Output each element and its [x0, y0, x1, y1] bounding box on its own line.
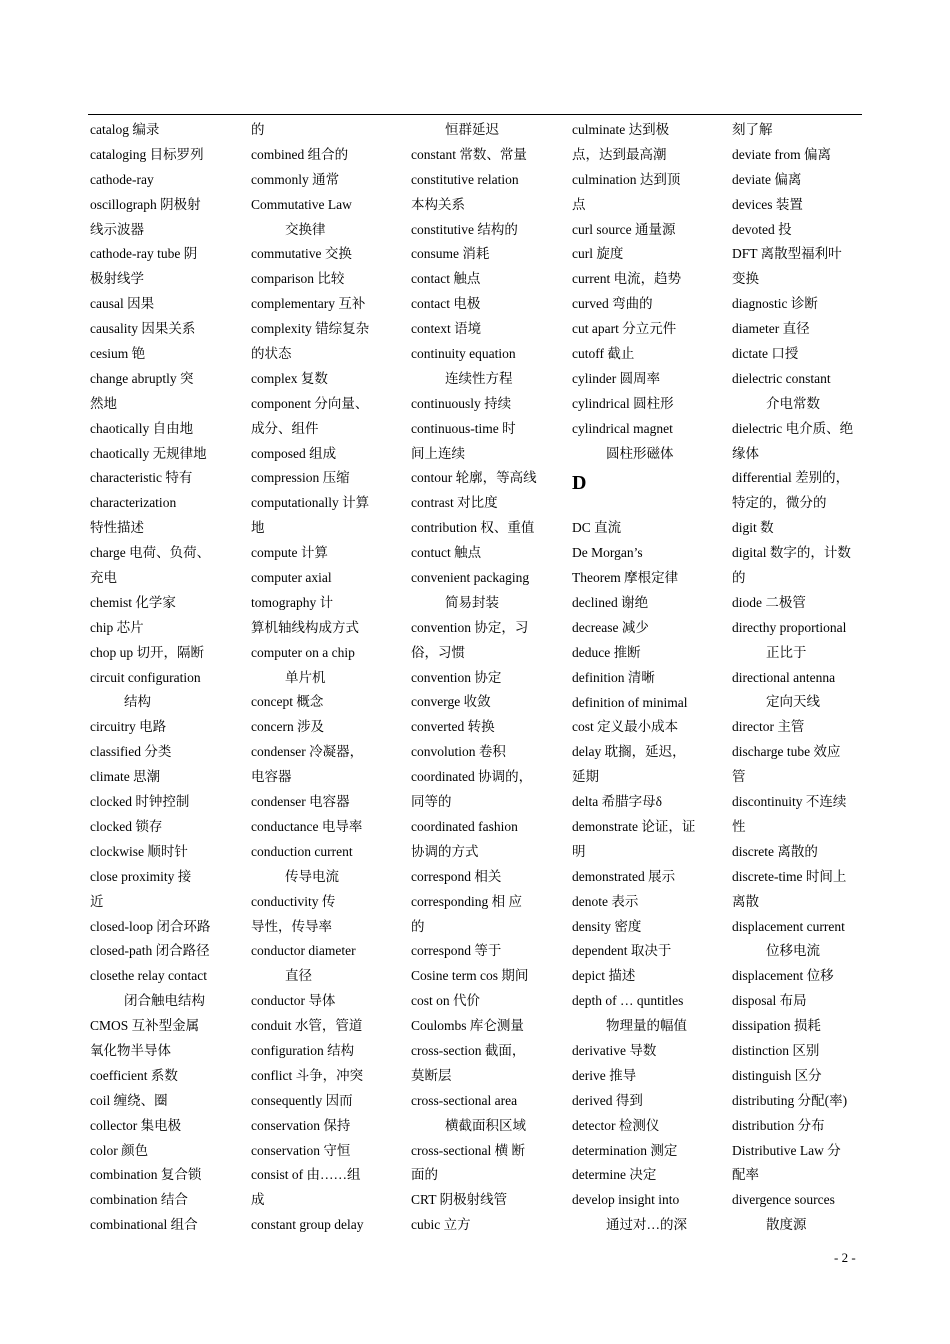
glossary-line: 延期: [572, 769, 599, 785]
glossary-line: continuously 持续: [411, 395, 512, 411]
glossary-line: conductor diameter: [251, 943, 356, 959]
glossary-line: conductance 电导率: [251, 818, 363, 834]
glossary-line: causal 因果: [90, 296, 155, 312]
glossary-line: disposal 布局: [732, 993, 807, 1009]
glossary-line: directional antenna: [732, 669, 836, 685]
glossary-line: 氧化物半导体: [90, 1042, 171, 1058]
glossary-line: derivative 导数: [572, 1042, 657, 1058]
glossary-line: context 语境: [411, 321, 482, 337]
header-rule: [88, 114, 862, 115]
glossary-line: clocked 锁存: [90, 818, 163, 834]
glossary-line: closed-path 闭合路径: [90, 943, 210, 959]
glossary-line: 变换: [732, 271, 759, 287]
glossary-line: 正比于: [766, 644, 807, 660]
glossary-line: characterization: [90, 495, 177, 511]
glossary-line: director 主管: [732, 719, 805, 735]
glossary-line: 间上连续: [411, 445, 465, 461]
glossary-line: discharge tube 效应: [732, 744, 841, 760]
glossary-line: distributing 分配(率): [732, 1092, 848, 1108]
glossary-line: culminate 达到极: [572, 122, 670, 137]
glossary-line: 面的: [411, 1167, 438, 1183]
glossary-line: component 分向量、: [251, 395, 369, 411]
glossary-line: constant 常数、常量: [411, 146, 527, 162]
glossary-line: Coulombs 库仑测量: [411, 1018, 524, 1034]
glossary-line: depth of … quntitles: [572, 993, 684, 1009]
glossary-line: deviate 偏离: [732, 171, 802, 187]
glossary-line: 电容器: [251, 769, 292, 785]
glossary-line: commutative 交换: [251, 246, 352, 262]
section-letter-heading: D: [572, 472, 587, 495]
glossary-line: declined 谢绝: [572, 594, 649, 610]
glossary-line: 物理量的幅值: [606, 1018, 687, 1034]
glossary-line: complementary 互补: [251, 296, 366, 312]
glossary-line: correspond 相关: [411, 868, 502, 884]
glossary-line: consist of 由……组: [251, 1167, 361, 1183]
glossary-line: close proximity 接: [90, 868, 192, 884]
glossary-line: 的: [251, 122, 265, 137]
glossary-line: convention 协定: [411, 669, 502, 685]
glossary-line: discontinuity 不连续: [732, 794, 847, 810]
glossary-line: contact 电极: [411, 296, 481, 312]
glossary-line: clocked 时钟控制: [90, 794, 190, 810]
glossary-line: 离散: [732, 893, 759, 909]
glossary-line: combinational 组合: [90, 1217, 198, 1233]
glossary-line: culmination 达到顶: [572, 171, 681, 187]
glossary-line: contribution 权、重值: [411, 520, 535, 536]
page-number: - 2 -: [834, 1250, 856, 1265]
glossary-column-2: [251, 118, 397, 1238]
glossary-line: DFT 离散型福利叶: [732, 246, 842, 262]
glossary-line: coordinated fashion: [411, 818, 518, 834]
glossary-line: conservation 守恒: [251, 1142, 351, 1158]
glossary-line: detector 检测仪: [572, 1117, 660, 1133]
glossary-line: depict 描述: [572, 968, 636, 984]
glossary-line: contact 触点: [411, 271, 481, 287]
glossary-line: cost on 代价: [411, 993, 480, 1009]
glossary-line: clockwise 顺时针: [90, 843, 188, 859]
glossary-line: coefficient 系数: [90, 1067, 178, 1083]
glossary-column-4: [572, 118, 718, 1238]
glossary-line: cathode-ray: [90, 171, 154, 187]
glossary-line: closed-loop 闭合环路: [90, 918, 211, 934]
glossary-line: definition 清晰: [572, 669, 655, 685]
glossary-line: differential 差别的，: [732, 470, 850, 486]
glossary-line: computationally 计算: [251, 495, 370, 511]
glossary-line: discrete-time 时间上: [732, 868, 847, 884]
glossary-line: combination 复合锁: [90, 1167, 202, 1183]
glossary-line: classified 分类: [90, 744, 172, 760]
glossary-line: directhy proportional: [732, 619, 847, 635]
glossary-line: corresponding 相 应: [411, 893, 522, 909]
glossary-line: cross-section 截面，: [411, 1042, 526, 1058]
glossary-line: 连续性方程: [445, 370, 513, 386]
glossary-line: definition of minimal: [572, 694, 688, 710]
glossary-column-1: [90, 118, 236, 1238]
glossary-line: 定向天线: [766, 694, 820, 710]
glossary-line: 传导电流: [285, 868, 339, 884]
glossary-line: contour 轮廓，等高线: [411, 470, 537, 486]
glossary-columns: [90, 118, 862, 1238]
glossary-line: 协调的方式: [411, 843, 479, 859]
glossary-line: diameter 直径: [732, 321, 810, 337]
glossary-line: 通过对…的深: [606, 1217, 687, 1233]
glossary-line: Distributive Law 分: [732, 1142, 841, 1158]
glossary-line: conduit 水管，管道: [251, 1018, 363, 1034]
glossary-line: concern 涉及: [251, 719, 325, 735]
glossary-line: current 电流，趋势: [572, 271, 682, 287]
glossary-line: delta 希腊字母δ: [572, 794, 662, 810]
glossary-line: 极射线学: [90, 271, 144, 287]
glossary-line: 恒群延迟: [445, 122, 499, 137]
glossary-line: commonly 通常: [251, 171, 340, 187]
glossary-line: 线示波器: [90, 221, 144, 237]
glossary-line: conductor 导体: [251, 993, 336, 1009]
glossary-line: 圆柱形磁体: [606, 445, 674, 461]
glossary-line: 直径: [285, 968, 312, 984]
glossary-line: cylinder 圆周率: [572, 370, 661, 386]
glossary-line: devoted 投: [732, 221, 792, 237]
glossary-line: distinguish 区分: [732, 1067, 822, 1083]
glossary-line: cut apart 分立元件: [572, 321, 677, 337]
glossary-line: cylindrical 圆柱形: [572, 395, 674, 411]
glossary-line: constitutive 结构的: [411, 221, 518, 237]
glossary-line: 点，达到最高潮: [572, 146, 667, 162]
glossary-line: dictate 口授: [732, 346, 799, 362]
glossary-line: 点: [572, 196, 586, 212]
glossary-line: cubic 立方: [411, 1217, 471, 1233]
glossary-line: 的: [732, 570, 746, 586]
glossary-line: determination 测定: [572, 1142, 678, 1158]
glossary-line: develop insight into: [572, 1192, 680, 1208]
glossary-line: 交换律: [285, 221, 326, 237]
glossary-line: derive 推导: [572, 1067, 637, 1083]
glossary-line: 散度源: [766, 1217, 807, 1233]
glossary-line: 特性描述: [90, 520, 144, 536]
glossary-line: distribution 分布: [732, 1117, 825, 1133]
glossary-line: 成: [251, 1192, 265, 1208]
glossary-line: compute 计算: [251, 545, 328, 561]
glossary-line: dissipation 损耗: [732, 1018, 821, 1034]
glossary-line: constitutive relation: [411, 171, 519, 187]
glossary-line: delay 耽搁，延迟，: [572, 744, 686, 760]
glossary-line: 地: [251, 520, 265, 536]
glossary-line: cathode-ray tube 阴: [90, 246, 198, 262]
glossary-line: tomography 计: [251, 594, 334, 610]
glossary-line: cross-sectional 横 断: [411, 1142, 525, 1158]
glossary-line: 俗，习惯: [411, 644, 465, 660]
glossary-line: deduce 推断: [572, 644, 641, 660]
glossary-line: 算机轴线构成方式: [251, 619, 359, 635]
glossary-line: diode 二极管: [732, 594, 806, 610]
glossary-line: determine 决定: [572, 1167, 657, 1183]
glossary-line: consume 消耗: [411, 246, 490, 262]
glossary-line: computer on a chip: [251, 644, 355, 660]
glossary-line: consequently 因而: [251, 1092, 353, 1108]
glossary-line: conduction current: [251, 843, 353, 859]
glossary-line: compression 压缩: [251, 470, 350, 486]
glossary-line: cesium 铯: [90, 346, 146, 362]
glossary-line: 刻了解: [732, 122, 773, 137]
glossary-line: DC 直流: [572, 520, 622, 536]
glossary-line: contuct 触点: [411, 545, 482, 561]
glossary-line: 结构: [124, 694, 151, 710]
glossary-line: continuous-time 时: [411, 420, 516, 436]
glossary-line: closethe relay contact: [90, 968, 207, 984]
glossary-line: 位移电流: [766, 943, 820, 959]
glossary-line: convention 协定，习: [411, 619, 529, 635]
glossary-line: 的状态: [251, 346, 292, 362]
glossary-line: climate 思潮: [90, 769, 161, 785]
glossary-line: chaotically 自由地: [90, 420, 194, 436]
glossary-line: configuration 结构: [251, 1042, 355, 1058]
glossary-line: dependent 取决于: [572, 943, 672, 959]
glossary-line: conflict 斗争，冲突: [251, 1067, 364, 1083]
glossary-line: deviate from 偏离: [732, 146, 831, 162]
glossary-line: condenser 冷凝器，: [251, 744, 364, 760]
glossary-line: catalog 编录: [90, 122, 160, 137]
glossary-line: distinction 区别: [732, 1042, 820, 1058]
glossary-line: condenser 电容器: [251, 794, 350, 810]
glossary-line: Theorem 摩根定律: [572, 570, 679, 586]
glossary-line: concept 概念: [251, 694, 324, 710]
glossary-line: divergence sources: [732, 1192, 835, 1208]
glossary-line: coordinated 协调的，: [411, 769, 533, 785]
glossary-line: curl 旋度: [572, 246, 624, 262]
glossary-line: denote 表示: [572, 893, 639, 909]
glossary-line: correspond 等于: [411, 943, 502, 959]
glossary-line: curved 弯曲的: [572, 296, 653, 312]
glossary-line: displacement 位移: [732, 968, 834, 984]
glossary-line: 简易封装: [445, 594, 499, 610]
glossary-line: conservation 保持: [251, 1117, 351, 1133]
glossary-line: 单片机: [285, 669, 326, 685]
glossary-line: decrease 减少: [572, 619, 649, 635]
glossary-line: chemist 化学家: [90, 594, 176, 610]
glossary-line: cross-sectional area: [411, 1092, 518, 1108]
glossary-line: chip 芯片: [90, 619, 144, 635]
glossary-line: curl source 通量源: [572, 221, 676, 237]
glossary-line: CMOS 互补型金属: [90, 1018, 200, 1034]
glossary-line: 近: [90, 893, 104, 909]
glossary-line: comparison 比较: [251, 271, 345, 287]
glossary-line: constant group delay: [251, 1217, 364, 1233]
glossary-line: 莫断层: [411, 1067, 452, 1083]
glossary-line: circuit configuration: [90, 669, 201, 685]
glossary-line: converge 收敛: [411, 694, 491, 710]
glossary-line: converted 转换: [411, 719, 495, 735]
glossary-line: 闭合触电结构: [124, 993, 205, 1009]
glossary-line: cataloging 目标罗列: [90, 146, 204, 162]
glossary-line: density 密度: [572, 918, 642, 934]
glossary-line: conductivity 传: [251, 893, 336, 909]
glossary-line: charge 电荷、负荷、: [90, 545, 211, 561]
glossary-column-3: [411, 118, 557, 1238]
glossary-line: continuity equation: [411, 346, 516, 362]
glossary-line: displacement current: [732, 918, 845, 934]
glossary-line: chop up 切开，隔断: [90, 644, 204, 660]
glossary-line: complexity 错综复杂: [251, 321, 370, 337]
glossary-line: 充电: [90, 570, 117, 586]
glossary-line: cylindrical magnet: [572, 420, 673, 436]
glossary-line: cost 定义最小成本: [572, 719, 679, 735]
glossary-line: contrast 对比度: [411, 495, 498, 511]
glossary-line: 管: [732, 769, 746, 785]
glossary-line: circuitry 电路: [90, 719, 167, 735]
glossary-line: 本构关系: [411, 196, 465, 212]
glossary-line: combined 组合的: [251, 146, 349, 162]
glossary-line: dielectric 电介质、绝: [732, 420, 854, 436]
glossary-line: 明: [572, 843, 586, 859]
glossary-line: diagnostic 诊断: [732, 296, 818, 312]
glossary-line: devices 装置: [732, 196, 803, 212]
glossary-line: 介电常数: [766, 395, 820, 411]
glossary-line: dielectric constant: [732, 370, 831, 386]
glossary-line: 然地: [90, 395, 117, 411]
glossary-line: 缘体: [732, 445, 759, 461]
glossary-line: computer axial: [251, 570, 332, 586]
glossary-line: 特定的，微分的: [732, 495, 827, 511]
glossary-line: chaotically 无规律地: [90, 445, 207, 461]
glossary-line: digit 数: [732, 520, 774, 536]
glossary-line: De Morgan’s: [572, 545, 643, 561]
glossary-line: 导性，传导率: [251, 918, 332, 934]
glossary-line: composed 组成: [251, 445, 337, 461]
glossary-line: oscillograph 阴极射: [90, 196, 201, 212]
glossary-line: coil 缠绕、圈: [90, 1092, 168, 1108]
glossary-line: 的: [411, 918, 425, 934]
glossary-line: 成分、组件: [251, 420, 319, 436]
glossary-line: derived 得到: [572, 1092, 643, 1108]
glossary-line: convolution 卷积: [411, 744, 506, 760]
glossary-line: Commutative Law: [251, 196, 352, 212]
glossary-line: CRT 阴极射线管: [411, 1192, 508, 1208]
glossary-line: characteristic 特有: [90, 470, 193, 486]
glossary-line: 性: [732, 818, 746, 834]
glossary-line: collector 集电极: [90, 1117, 182, 1133]
glossary-line: 横截面积区域: [445, 1117, 526, 1133]
glossary-line: discrete 离散的: [732, 843, 818, 859]
glossary-line: demonstrate 论证，证: [572, 818, 696, 834]
glossary-line: combination 结合: [90, 1192, 188, 1208]
glossary-line: cutoff 截止: [572, 346, 635, 362]
glossary-line: digital 数字的，计数: [732, 545, 851, 561]
glossary-line: color 颜色: [90, 1142, 149, 1158]
glossary-line: 配率: [732, 1167, 759, 1183]
glossary-line: causality 因果关系: [90, 321, 196, 337]
glossary-line: demonstrated 展示: [572, 868, 676, 884]
glossary-line: 同等的: [411, 794, 452, 810]
glossary-column-5: [732, 118, 878, 1238]
glossary-line: Cosine term cos 期间: [411, 968, 529, 984]
glossary-line: change abruptly 突: [90, 370, 194, 386]
glossary-line: complex 复数: [251, 370, 328, 386]
glossary-line: convenient packaging: [411, 570, 530, 586]
